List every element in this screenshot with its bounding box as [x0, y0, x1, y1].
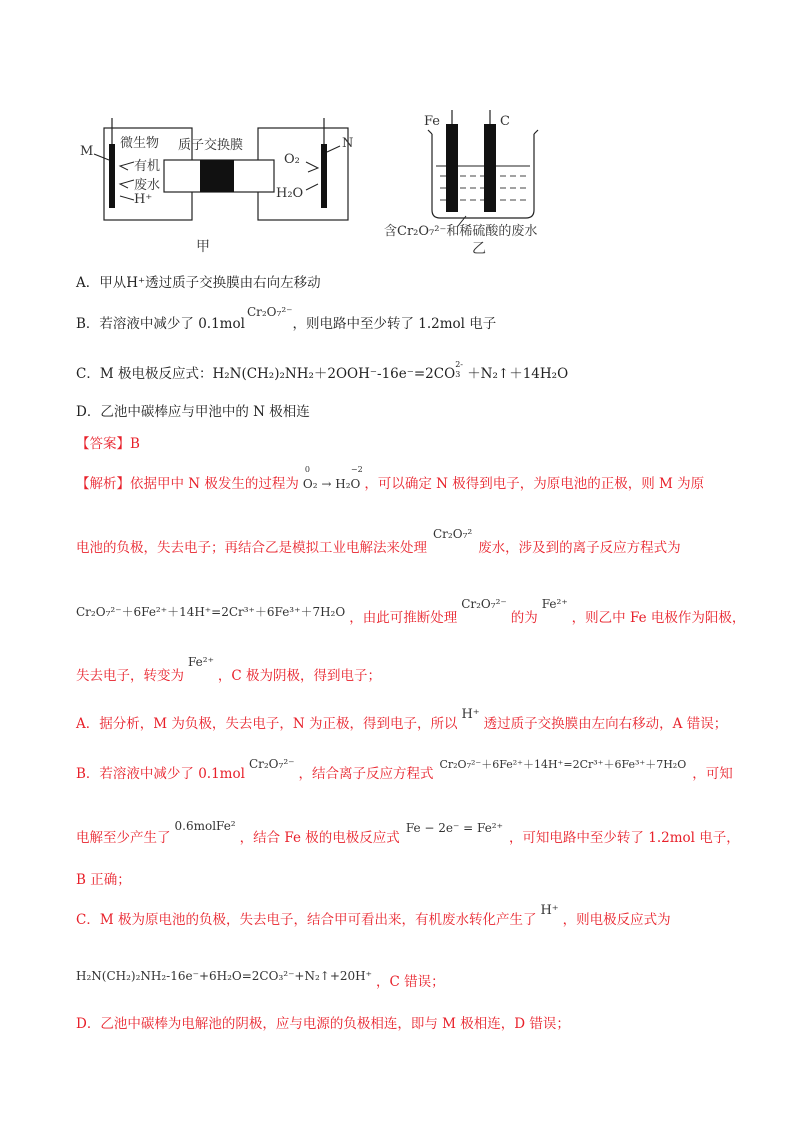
analysis-line-4 — [76, 655, 382, 684]
option-d: D．乙池中碳棒应与甲池中的 N 极相连 — [76, 404, 310, 420]
analysis-l4-post: ，C 极为阴极，得到电子； — [217, 668, 382, 684]
analysis-l3-fe: Fe²⁺ — [541, 597, 568, 611]
analysis-b-pre: B．若溶液中减少了 0.1mol — [76, 766, 245, 782]
option-b — [76, 305, 497, 332]
analysis-b2-mid: ，结合 Fe 极的电极反应式 — [239, 830, 400, 846]
analysis-line-3 — [76, 597, 746, 626]
label-h2o: H₂O — [276, 186, 304, 201]
label-hplus: H⁺ — [134, 192, 153, 207]
figure-jia — [76, 100, 366, 260]
option-c-text: C．M 极电极反应式：H₂N(CH₂)₂NH₂＋2OOH⁻-16e⁻=2CO — [76, 366, 456, 382]
analysis-l3-ion: Cr₂O₇²⁻ — [461, 597, 507, 611]
label-o2: O₂ — [284, 152, 300, 167]
analysis-b2-amount: 0.6molFe² — [174, 819, 236, 833]
option-c-subscript: 3 — [455, 370, 461, 379]
analysis-l2-ion: Cr₂O₇² — [433, 527, 473, 541]
option-b-text: B．若溶液中减少了 0.1mol — [76, 316, 245, 332]
label-n: N — [342, 136, 354, 151]
analysis-l3-mid: ，由此可推断处理 — [349, 610, 458, 626]
analysis-l4-pre: 失去电子，转变为 — [76, 668, 184, 684]
analysis-d: D．乙池中碳棒为电解池的阴极，应与电源的负极相连，即与 M 极相连，D 错误； — [76, 1016, 570, 1032]
oxidation-state-o2: 0 — [304, 465, 310, 474]
label-c: C — [500, 114, 510, 129]
analysis-b2-pre: 电解至少产生了 — [76, 830, 171, 846]
label-m: M — [80, 144, 94, 159]
analysis-b-post: ，可知 — [692, 766, 733, 782]
analysis-c-h: H⁺ — [540, 903, 559, 918]
analysis-l2-post: 废水，涉及到的离子反应方程式为 — [478, 540, 681, 556]
figure-yi — [380, 110, 570, 260]
caption-yi: 乙 — [472, 241, 486, 257]
analysis-c2-equation: H₂N(CH₂)₂NH₂-16e⁻+6H₂O=2CO₃²⁻+N₂↑+20H⁺ — [76, 969, 372, 983]
label-solution: 含Cr₂O₇²⁻和稀硫酸的废水 — [384, 224, 538, 239]
analysis-l1-formula: O₂ → H₂O — [302, 477, 361, 491]
analysis-l3-mid2: 的为 — [510, 610, 538, 626]
option-c-tail: ＋N₂↑＋14H₂O — [467, 366, 569, 382]
analysis-a-h: H⁺ — [461, 707, 480, 722]
analysis-b2 — [76, 819, 740, 846]
analysis-l3-post: ，则乙中 Fe 电极作为阳极， — [571, 610, 746, 626]
analysis-line-1 — [76, 465, 705, 492]
answer-line: 【答案】B — [76, 436, 140, 452]
caption-jia: 甲 — [196, 239, 210, 255]
analysis-c — [76, 903, 671, 929]
analysis-a-pre: A．据分析，M 为负极，失去电子，N 为正极，得到电子，所以 — [76, 716, 458, 732]
electrochemical-cell-diagram — [76, 100, 366, 260]
analysis-l1-post: ，可以确定 N 极得到电子，为原电池的正极，则 M 为原 — [364, 476, 705, 492]
option-b-ion: Cr₂O₇²⁻ — [246, 305, 293, 319]
analysis-l1-pre: 依据甲中 N 极发生的过程为 — [130, 476, 299, 492]
analysis-tag: 【解析】 — [76, 476, 130, 492]
label-organic: 有机 — [134, 159, 161, 174]
analysis-line-2 — [76, 527, 681, 556]
label-microbe: 微生物 — [120, 136, 160, 151]
option-a: A．甲从H⁺透过质子交换膜由右向左移动 — [76, 275, 321, 291]
option-c — [76, 360, 569, 382]
analysis-c2 — [76, 968, 445, 990]
analysis-c2-post: ，C 错误； — [375, 974, 445, 990]
analysis-l2-pre: 电池的负极，失去电子；再结合乙是模拟工业电解法来处理 — [76, 540, 427, 556]
analysis-c-post: ，则电极反应式为 — [562, 912, 671, 928]
analysis-b-equation: Cr₂O₇²⁻＋6Fe²⁺＋14H⁺=2Cr³⁺＋6Fe³⁺＋7H₂O — [439, 758, 687, 771]
label-waste: 废水 — [134, 178, 161, 193]
analysis-b-ion: Cr₂O₇²⁻ — [248, 757, 295, 771]
analysis-b — [76, 757, 733, 782]
analysis-l4-fe: Fe²⁺ — [188, 655, 214, 669]
analysis-a-post: 透过质子交换膜由左向右移动，A 错误； — [483, 716, 728, 732]
label-membrane: 质子交换膜 — [178, 138, 244, 153]
analysis-c-pre: C．M 极为原电池的负极，失去电子，结合甲可看出来，有机废水转化产生了 — [76, 912, 537, 928]
oxidation-state-o: −2 — [350, 465, 363, 474]
option-b-tail: ，则电路中至少转了 1.2mol 电子 — [292, 316, 497, 332]
analysis-b-mid: ，结合离子反应方程式 — [298, 766, 434, 782]
analysis-l3-equation: Cr₂O₇²⁻＋6Fe²⁺＋14H⁺=2Cr³⁺＋6Fe³⁺＋7H₂O — [76, 605, 346, 619]
analysis-b2-post: ，可知电路中至少转了 1.2mol 电子， — [508, 830, 740, 846]
option-c-charge: 2- — [455, 360, 463, 369]
analysis-a — [76, 707, 728, 733]
label-fe: Fe — [424, 114, 441, 129]
analysis-b2-equation: Fe − 2e⁻ = Fe²⁺ — [405, 821, 503, 835]
analysis-b3: B 正确； — [76, 872, 131, 888]
